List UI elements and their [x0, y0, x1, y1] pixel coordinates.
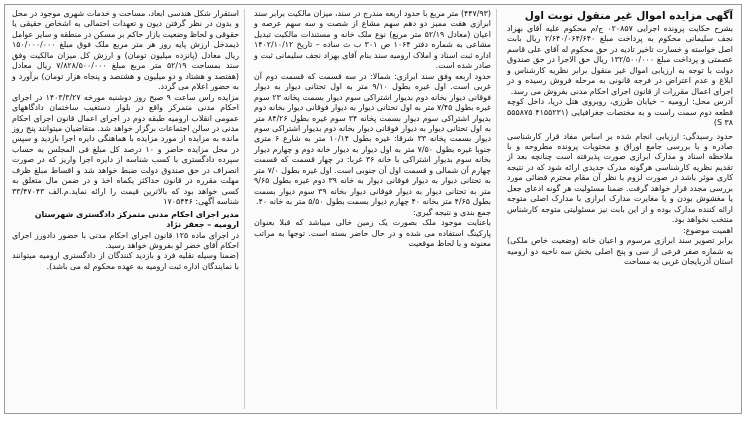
boundaries-paragraph: حدود اربعه وفق سند ابرازی: شمالا: در سه قسمت که قسمت دوم آن غربی است. اول غیره بطول ۹/۱۰ متر به اول تحتانی دیوار به دیوار فوقانی دیوار بخانه دوم بدیوار اشتراکی سوم دیوار بسمت پخانه ۲۳ سوم غیره بطول ۷/۴۵ متر به اول تحتانی دیوار به دیوار فوقانی دیوار بخانه دوم بدیوار اشتراکی سوم دیوار بسمت پخانه ۳۴ سوم غیره بطول ۸۴/۲۶ متر به اول تحتانی دیوار به دیوار فوقانی دیوار بخانه دوم بدیوار اشتراکی سوم دیوار بسمت پخانه ۳۳ شرقا: غیره بطول ۱۰/۱۴ متر به شارع ۶ متری جنوبا غیره بطول ۷/۵۰ متر به اول دیوار به دیوار خانه دوم و چهارم دیوار بخانه سوم بدیوار اشتراکی با خانه ۳۶ غربا: در چهار قسمت که قسمت چهارم آن شمالی و قسمت اول آن جنوبی است. اول غیره بطول ۷/۰ متر به تحتانی دیوار به دیوار فوقانی دیوار به خانه ۳۹ دوم غیره بطول ۹/۶۵ متر به تحتانی دیوار به دیوار فوقانی دیوار بخانه ۳۹ سوم دیوار بسمت بطول ۴/۶۵ متر بخانه ۴۰ چهارم دیوار بسمت بطول ۵/۵۰ متر به خانه ۴۰. [254, 71, 492, 207]
ownership-paragraph: (۴۴۷/۹۳) متر مربع با حدود اربعه مندرج در سند، میزان مالکیت برابر سند ابرازی هفت ممیز دو دهم سهم مشاع از شصت و سه سهم عرصه و اعیان (معادل ۵۲/۱۹ متر مربع) نوع ملک خانه و مستندات مالکیت تبدیل مشاعی به شماره دفتر ۱۰۶۴ ص ۳۰۱ ب ث ساده – تاریخ ۱۴۰۲/۱۰/۱۲ اداره ثبت اسناد و املاک ارومیه سند بنام آقای بهزاد نجف سلیمانی ثبت و صادر شده است. [254, 9, 491, 71]
notice-column-left [7, 9, 245, 409]
notice-title: آگهی مزایده اموال غیر منقول نوبت اول [524, 10, 733, 22]
conclusion-heading: جمع بندی و نتیجه گیری: [413, 207, 491, 217]
deed-paragraph: برابر تصویر سند ابرازی مرسوم و اعیان خانه (وضعیت خاص ملکی) به شماره صفر فرعی از سی و پنج اصلی بخش سه ناحیه دو ارومیه استان آذربایجان غربی به مساحت [507, 236, 733, 266]
case-paragraph: بشرح حکایت پرونده اجرایی ۰۲۰۸۵۷ ج/م محکوم علیه آقای بهزاد نجف سلیمانی محکوم به پرداخت مبلغ ۲/۶۴۰/۰۶۴/۶۴۰ ریال بابت اصل خواسته و خسارت تاخیر تادیه در حق محکوم له آقای علی قاسم عصمتی و پرداخت مبلغ ۱۳۲/۵۰۰/۰۰۰ ریال حق الاجرا در حق صندوق دولت با توجه به ارزیابی اموال غیر منقول برابر نظریه کارشناس و ابلاغ و عدم اعتراض در فرجه قانونی به مرحله فروش رسیده و در اجرای اعمال مقررات از قانون اجرای احکام مدنی بفروش می رسد. [507, 24, 733, 96]
article-paragraph: در اجرای ماده ۱۲۵ قانون اجرای احکام مدنی با حضور دادورز اجرای احکام آقای خضر لو بفروش خواهد رسید. [12, 230, 239, 250]
conclusion-paragraph: باعنایت موجود ملک بصورت یک زمین خالی میباشد که قبلا بعنوان پارکینگ استفاده می شده و در حال حاضر بسته است. توجها به مراتب معنونه و با لحاظ موقعیت [254, 218, 491, 248]
auction-paragraph: مزایده راس ساعت ۹ صبح روز دوشنبه مورخه ۱۴۰۳/۳/۲۷ در اجرای احکام مدنی متمرکز واقع در بلوار دستغیب ساختمان دادگاههای عمومی انقلاب ارومیه طبقه دوم در اجرای اعمال قانون اجرای احکام مدنی در سالن اجتماعات برگزار خواهد شد. متقاضیان میتوانند پنج روز مانده به مزایده از مورد مزایده با هماهنگی دایره اجرا بازدید و سپس در محل مزایده حاضر و ۱۰ درصد کل مبلغ فی المجلس به حساب سپرده دادگستری با کسب شناسه از دایره اجرا واریز که در صورت انصراف در حق صندوق دولت ضبط خواهد شد و اقساط مبلغ ظرف مهلت مقرره در قانون حداکثر یکماه اخذ و در ضمن مال متعلق به کسی خواهد بود که بالاترین قیمت را ارائه نماید.م.الف ۳۳/۴۷۰۴۳ شناسه آگهی: ۱۷۰۵۴۴۶ [12, 92, 239, 207]
scope-paragraph: حدود رسیدگی: ارزیابی انجام شده بر اساس مفاد قرار کارشناسی صادره و با بررسی جامع اوراق و محتویات پرونده مطروحه و با ملاحظه اسناد و مدارک ابرازی صورت پذیرفته است چنانچه بعد از تقدیم نظریه کارشناسی هرگونه مدرک جدیدی ارائه شود که در نتیجه کاری موثر باشد در صورت لزوم با نظر آن مقام محترم قضائی مورد بررسی مجدد قرار خواهد گرفت. ضمنا مسئولیت هر گونه ادعای جعل یا مغشوش بودن و یا مغایرت مدارک ابرازی با مدارک اصلی متوجه ارائه کننده مدارک بوده و از این بابت نیز مسئولیتی متوجه کارشناس منتخب نخواهد بود. [507, 131, 733, 225]
valuation-paragraph: استقرار شکل هندسی ابعاد، مساحت و خدمات شهری موجود در محل و بدون در نظر گرفتن دیون و تعهدات احتمالی به اشخاص حقیقی یا حقوقی و لحاظ وضعیت بازار حاکم بر مسکن در منطقه و سایر عوامل ذیمدخل ارزش پایه روز هر متر مربع ملک فوق مبلغ ۱۵۰/۰۰۰/۰۰۰ ریال معادل (پانزده میلیون تومان) و ارزش کل میزان مالکیت وفق سند بمساحت ۵۲/۱۹ متر مربع مبلغ ۷/۸۲۸/۵۰۰/۰۰۰ ریال معادل (هفتصد و هشتاد و دو میلیون و هشتصد و پنجاه هزار تومان) برآورد و به حضور اعلام می گردد. [12, 9, 239, 92]
note-paragraph: (ضمنا وسیله نقلیه فرد و بازدید کنندگان از دادگستری ارومیه میتوانند با نمایندگان اداره ثبت ارومیه به عهده محکوم له می باشد). [12, 251, 239, 271]
subject-heading: اهمیت موضوع: [683, 225, 733, 235]
notice-column-middle [249, 9, 497, 409]
notice-column-right [502, 9, 738, 409]
address-paragraph: آدرس محل: ارومیه – خیابان طرزی، روبروی هتل دریا، داخل کوچه قطعه دوم سمت راست و به مختصات جغرافیایی (۴۱۵۵۲۳۱ ۵۵۵۸۷۵ ۳۸ S) [507, 97, 733, 128]
signature: مدیر اجرای احکام مدنی متمرکز دادگستری شهرستان ارومیه – جعفر نژاد [34, 209, 239, 230]
newspaper-notice [4, 4, 742, 414]
